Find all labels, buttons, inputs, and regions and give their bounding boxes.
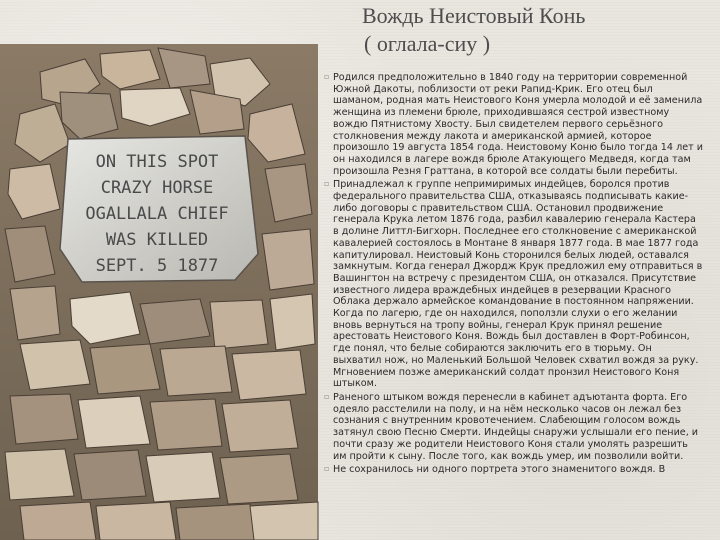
- paragraph-3: [324, 391, 703, 462]
- plaque-line-1: ON THIS SPOT: [95, 152, 219, 172]
- plaque-line-2: CRAZY HORSE: [100, 178, 214, 198]
- slide-title: [362, 2, 662, 58]
- plaque-line-3: OGALLALA CHIEF: [85, 204, 229, 224]
- paragraph-text: Родился предположительно в 1840 году на территории современной Южной Дакоты, поблизости от реки Рапид-Крик. Его отец был шаманом, родная мать Неистового Коня умерла молодой и её заменила женщина из племени брюле, приходившаяся сестрой известному вождю Пятнистому Хвосту. Был свидетелем первого серьёзного столкновения между лакота и американской армией, которое произошло 19 августа 1854 года. Неистовому Коню было тогда 14 лет и он находился в лагере вождя брюле Атакующего Медведя, когда там произошла Резня Граттана, в которой все солдаты были перебиты.: [333, 72, 703, 177]
- paragraph-text: Раненого штыком вождя перенесли в кабинет адъютанта форта. Его одеяло расстелили на полу, и на нём несколько часов он лежал без сознания с внутренним кровотечением. Слабеющим голосом вождь затянул свою Песню Смерти. Индейцы снаружи услышали его пение, и почти сразу же родители Неистового Коня стали умолять разрешить им пройти к сыну. После того, как вождь умер, им позволили войти.: [333, 391, 699, 462]
- bullet-icon: ▫: [324, 464, 330, 474]
- paragraph-text: Не сохранилось ни одного портрета этого знаменитого вождя. В: [333, 464, 666, 476]
- paragraph-2: [324, 179, 703, 390]
- memorial-stones-illustration: [0, 44, 318, 540]
- bullet-icon: ▫: [324, 179, 330, 189]
- title-line-2: ( оглала-сиу ): [364, 31, 491, 56]
- paragraph-text: Принадлежал к группе непримиримых индейцев, боролся против федерального правительства США, отказываясь подписывать какие-либо договоры с правительством США. Остановил продвижение генерала Крука летом 1876 года, разбил кавалерию генерала Кастера в долине Литтл-Бигхорн. Последнее его столкновение с американской кавалерией состоялось в Монтане 8 января 1877 года. В мае 1877 года капитулировал. Неистовый Конь сторонился белых людей, оставался замкнутым. Когда генерал Джордж Крук предложил ему отправиться в Вашингтон на встречу с президентом США, он отказался. Присутствие известного лидера враждебных индейцев в резервации Красного Облака держало армейское командование в постоянном напряжении. Когда по лагерю, где он находился, поползли слухи о его желании вновь вернуться на тропу войны, генерал Крук принял решение арестовать Неистового Коня. Вождь был доставлен в Форт-Робинсон, где понял, что белые собираются заключить его в тюрьму. Он выхватил нож, но Маленький Большой Человек схватил вождя за руку. Мгновением позже американский солдат пронзил Неистового Коня штыком.: [333, 179, 703, 390]
- plaque-inscription: [85, 152, 228, 276]
- body-text: [324, 72, 703, 540]
- paragraph-1: [324, 72, 703, 177]
- title-line-1: Вождь Неистовый Конь: [362, 3, 586, 28]
- bullet-icon: ▫: [324, 391, 330, 401]
- paragraph-4: [324, 464, 703, 476]
- plaque-line-4: WAS KILLED: [105, 230, 209, 250]
- bullet-icon: ▫: [324, 72, 330, 81]
- memorial-photo: [0, 44, 318, 540]
- plaque-line-5: SEPT. 5 1877: [95, 256, 219, 276]
